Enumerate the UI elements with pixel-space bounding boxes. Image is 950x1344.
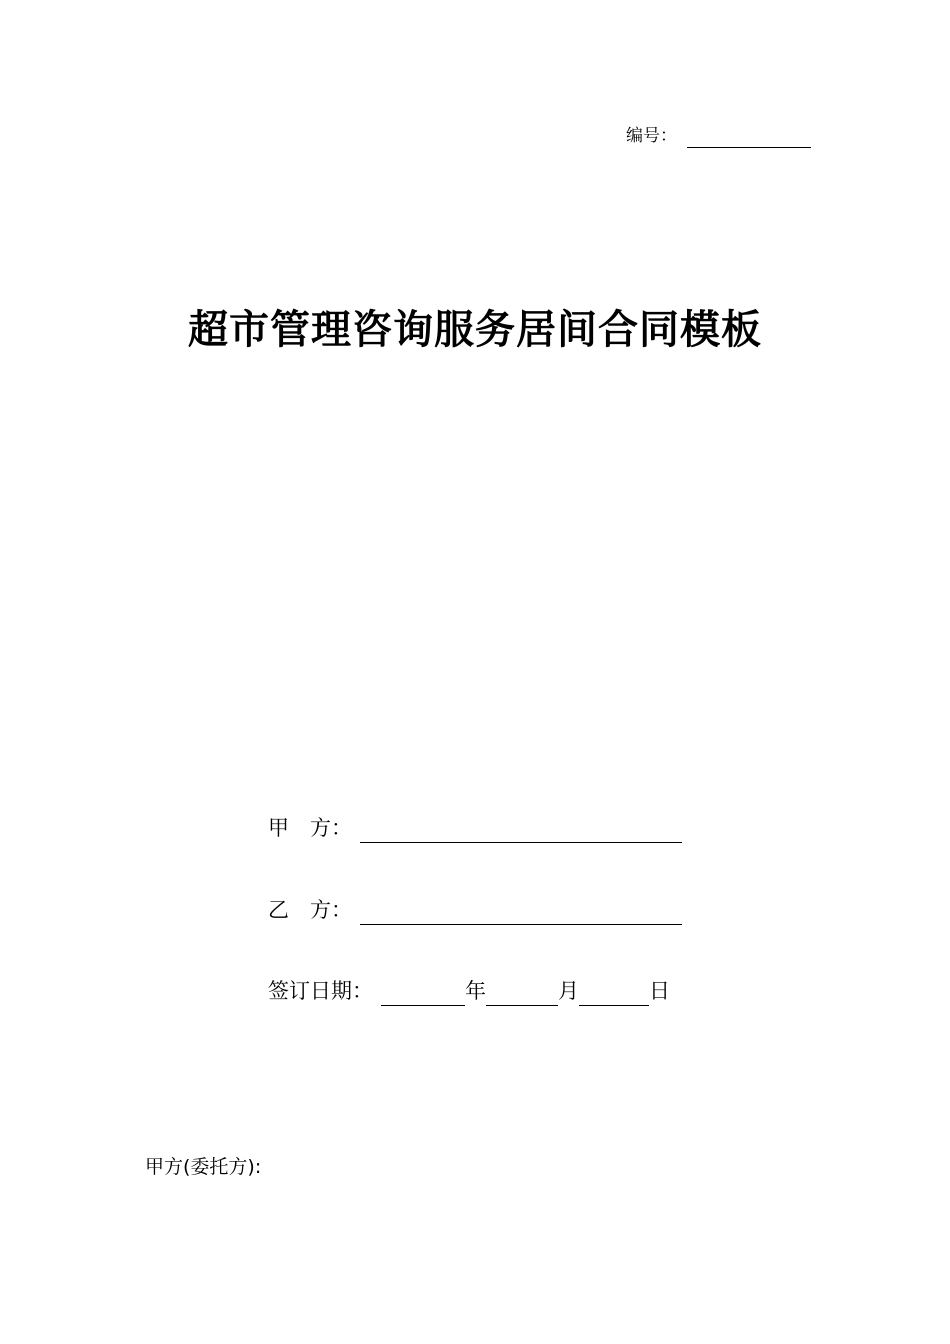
sign-date-label: 签订日期：	[268, 979, 373, 1003]
party-b-blank	[360, 900, 682, 925]
party-a-row	[268, 813, 682, 843]
day-blank	[579, 981, 649, 1006]
principal-party-label: 甲方(委托方):	[145, 1156, 262, 1178]
party-b-row	[268, 895, 682, 925]
month-blank	[486, 981, 558, 1006]
year-blank	[381, 981, 465, 1006]
document-number	[626, 124, 811, 148]
party-b-label: 乙 方：	[268, 898, 352, 922]
document-title: 超市管理咨询服务居间合同模板	[188, 306, 762, 353]
day-label: 日	[649, 979, 670, 1003]
party-a-blank	[360, 818, 682, 843]
year-label: 年	[465, 979, 486, 1003]
month-label: 月	[558, 979, 579, 1003]
sign-date-row	[268, 976, 670, 1006]
party-a-label: 甲 方：	[268, 816, 352, 840]
document-number-blank	[687, 127, 811, 148]
document-number-label: 编号：	[626, 126, 677, 146]
